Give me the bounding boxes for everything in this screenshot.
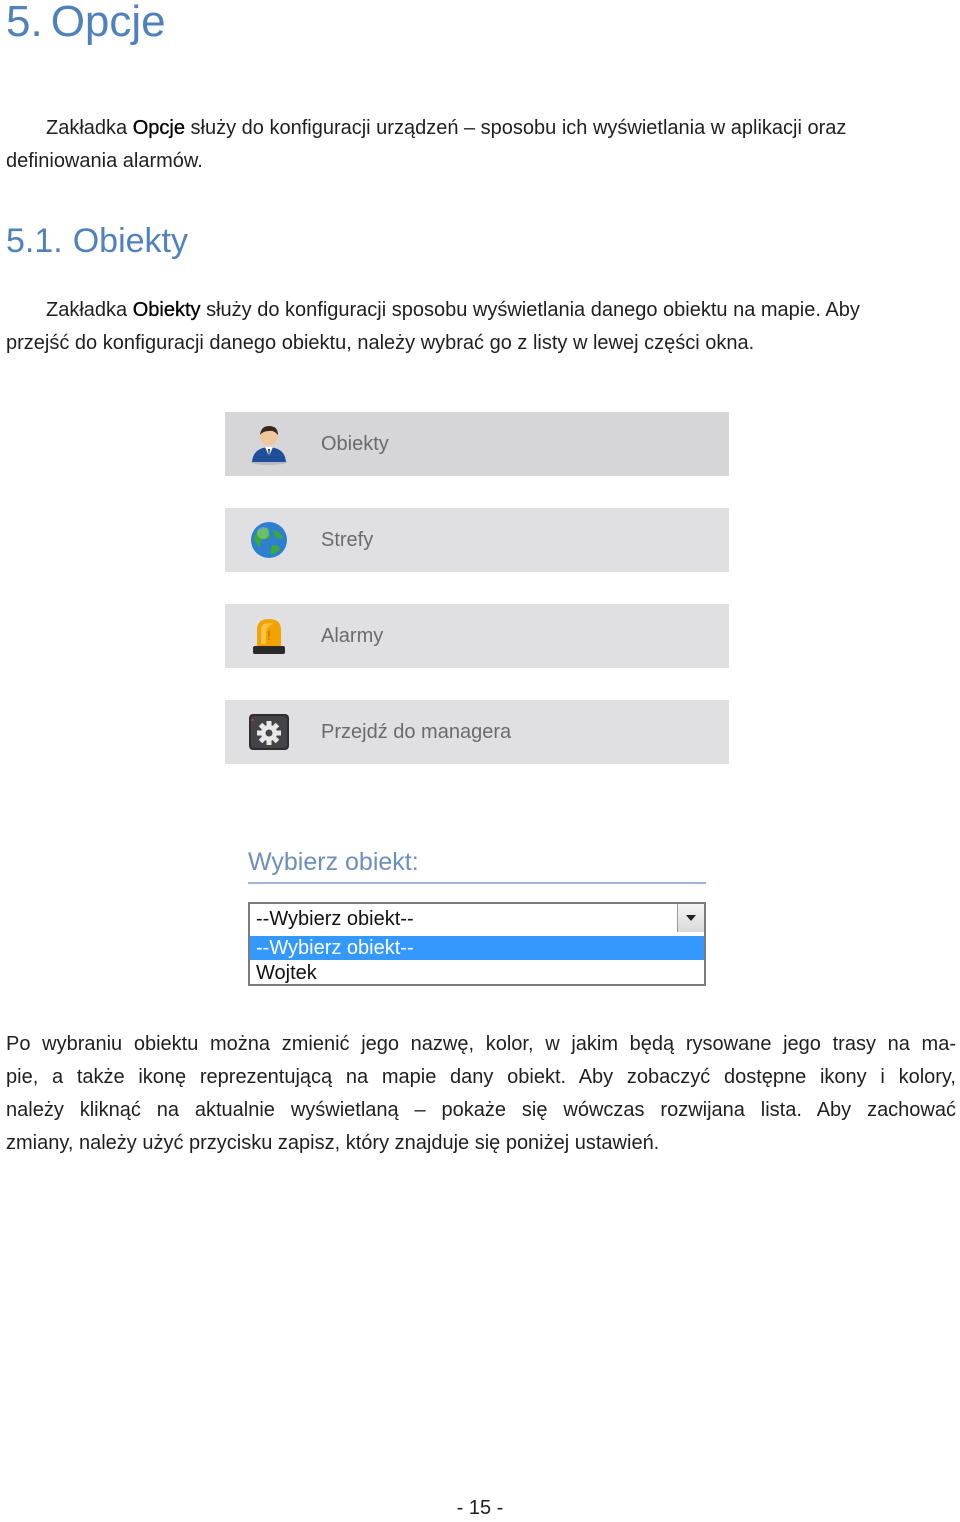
- chevron-down-icon[interactable]: [677, 904, 704, 932]
- user-icon: [247, 422, 291, 466]
- description-paragraph: [6, 1028, 956, 1160]
- description-line-3: należy kliknąć na aktualnie wyświetlaną – pokaże się wówczas rozwijana lista. Aby zachować: [6, 1099, 956, 1121]
- menu-item-label: Obiekty: [321, 432, 389, 455]
- intro-paragraph: [6, 112, 956, 178]
- menu-item-label: Strefy: [321, 528, 374, 551]
- alarm-light-icon: [247, 614, 291, 658]
- intro-line-2: definiowania alarmów.: [6, 150, 203, 172]
- section-number: 5.1.: [6, 222, 63, 260]
- section-title: Obiekty: [72, 222, 188, 260]
- intro-bold-term: Opcje: [132, 117, 185, 139]
- svg-text:!: !: [266, 629, 272, 643]
- chapter-number: 5.: [6, 0, 43, 46]
- select-option[interactable]: --Wybierz obiekt--: [250, 936, 704, 960]
- objects-line-1: [6, 294, 956, 327]
- intro-line-1: [6, 112, 956, 145]
- description-line-4: zmiany, należy użyć przycisku zapisz, który znajduje się poniżej ustawień.: [6, 1132, 660, 1154]
- objects-text: Zakładka: [46, 299, 133, 321]
- select-option[interactable]: Wojtek: [256, 962, 317, 984]
- object-select[interactable]: [248, 902, 706, 986]
- chapter-title: Opcje: [50, 0, 166, 46]
- menu-item-obiekty[interactable]: [225, 412, 729, 476]
- objects-paragraph: [6, 294, 956, 360]
- gear-icon: [247, 710, 291, 754]
- section-heading: [6, 220, 188, 262]
- intro-text: służy do konfiguracji urządzeń – sposobu ich wyświetlania w aplikacji oraz: [184, 117, 847, 139]
- select-current-value[interactable]: --Wybierz obiekt--: [256, 908, 414, 930]
- objects-text: służy do konfiguracji sposobu wyświetlania danego obiektu na mapie. Aby: [200, 299, 860, 321]
- intro-text: Zakładka: [46, 117, 133, 139]
- description-line-2: pie, a także ikonę reprezentującą na mapie dany obiekt. Aby zobaczyć dostępne ikony i kolory,: [6, 1066, 956, 1088]
- select-title: Wybierz obiekt:: [248, 846, 706, 884]
- description-line-1: Po wybraniu obiektu można zmienić jego nazwę, kolor, w jakim będą rysowane jego trasy na ma-: [6, 1033, 956, 1055]
- objects-line-2: przejść do konfiguracji danego obiektu, należy wybrać go z listy w lewej części okna.: [6, 332, 755, 354]
- globe-icon: [247, 518, 291, 562]
- menu-item-strefy[interactable]: [225, 508, 729, 572]
- page-number: - 15 -: [456, 1497, 504, 1519]
- chapter-heading: [6, 0, 166, 50]
- menu-item-label: Alarmy: [321, 624, 384, 647]
- menu-item-label: Przejdź do managera: [321, 720, 512, 743]
- menu-item-manager[interactable]: [225, 700, 729, 764]
- objects-bold-term: Obiekty: [132, 299, 201, 321]
- menu-item-alarmy[interactable]: [225, 604, 729, 668]
